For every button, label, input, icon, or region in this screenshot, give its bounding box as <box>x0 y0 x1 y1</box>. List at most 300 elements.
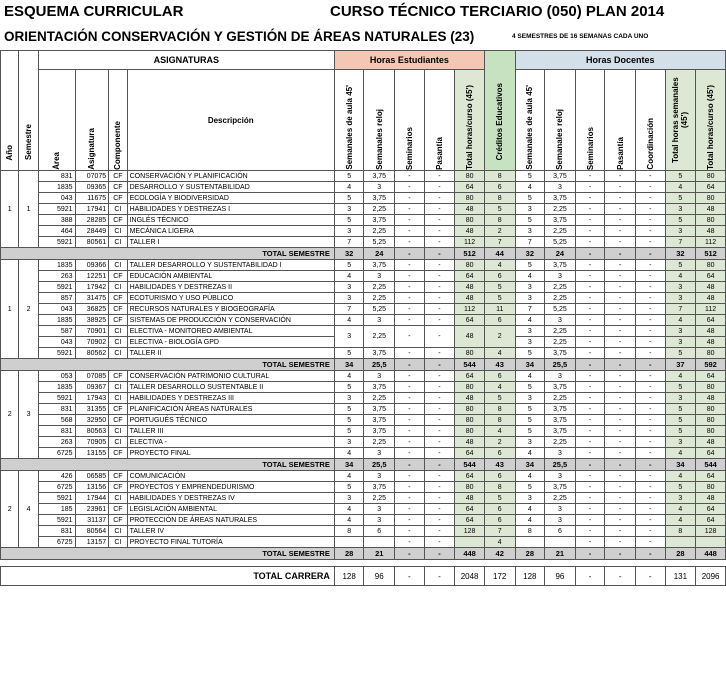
cell-doc: - <box>575 282 605 293</box>
col-est-2: Seminarios <box>395 70 425 171</box>
total-doc: 34 <box>515 459 545 471</box>
cell-creditos: 6 <box>484 515 515 526</box>
cell-area: 831 <box>38 404 75 415</box>
cell-est: - <box>424 404 455 415</box>
cell-componente: CI <box>109 204 127 215</box>
cell-doc: - <box>635 326 665 337</box>
cell-est: 2,25 <box>364 326 395 348</box>
table-row <box>1 482 726 493</box>
cell-est: 112 <box>455 237 485 248</box>
cell-est: 3,75 <box>364 404 395 415</box>
cell-creditos: 2 <box>484 226 515 237</box>
cell-doc: 2,25 <box>545 393 576 404</box>
cell-componente: CI <box>109 326 127 337</box>
cell-doc: 5 <box>515 404 545 415</box>
cell-creditos: 7 <box>484 526 515 537</box>
cell-est: 48 <box>455 493 485 504</box>
spacer <box>1 560 726 567</box>
cell-est: - <box>424 293 455 304</box>
total-doc: 32 <box>665 248 696 260</box>
cell-est: - <box>424 526 455 537</box>
cell-doc: - <box>605 304 636 315</box>
cell-area: 5921 <box>38 515 75 526</box>
table-row <box>1 171 726 182</box>
cell-doc: 3 <box>665 204 696 215</box>
cell-doc: - <box>575 326 605 337</box>
cell-componente: CF <box>109 504 127 515</box>
cell-est: 8 <box>334 526 364 537</box>
table-row <box>1 515 726 526</box>
total-est: 34 <box>334 459 364 471</box>
cell-est: 4 <box>334 504 364 515</box>
cell-est: 80 <box>455 348 485 359</box>
cell-doc: 48 <box>696 293 726 304</box>
cell-est: - <box>424 471 455 482</box>
total-semestre-row <box>1 459 726 471</box>
cell-est: - <box>395 215 425 226</box>
cell-doc: 48 <box>696 437 726 448</box>
total-doc: 21 <box>545 548 576 560</box>
cell-doc: - <box>605 215 636 226</box>
cell-componente: CF <box>109 515 127 526</box>
cell-creditos: 7 <box>484 237 515 248</box>
cell-creditos: 4 <box>484 348 515 359</box>
cell-asignatura: 07085 <box>75 371 109 382</box>
col-doc-5: Total horas semanales (45') <box>665 70 696 171</box>
cell-creditos: 4 <box>484 426 515 437</box>
col-area: Área <box>38 70 75 171</box>
cell-doc: 3,75 <box>545 426 576 437</box>
cell-doc: - <box>635 493 665 504</box>
header-creditos: Créditos Educativos <box>484 51 515 171</box>
cell-componente: CI <box>109 237 127 248</box>
cell-creditos: 6 <box>484 504 515 515</box>
total-est: 512 <box>455 248 485 260</box>
cell-descripcion: CONSERVACIÓN Y PLANIFICACIÓN <box>127 171 334 182</box>
carrera-doc: - <box>635 567 665 586</box>
table-row <box>1 293 726 304</box>
cell-doc: - <box>605 237 636 248</box>
table-row <box>1 437 726 448</box>
cell-doc: 7 <box>665 237 696 248</box>
cell-descripcion: ECOTURISMO Y USO PÚBLICO <box>127 293 334 304</box>
cell-doc: - <box>575 404 605 415</box>
cell-asignatura: 09366 <box>75 260 109 271</box>
cell-doc: 5 <box>665 415 696 426</box>
table-row <box>1 304 726 315</box>
table-row <box>1 504 726 515</box>
total-est: - <box>395 359 425 371</box>
cell-est: - <box>395 526 425 537</box>
cell-creditos: 5 <box>484 493 515 504</box>
cell-asignatura: 17944 <box>75 493 109 504</box>
cell-doc: 80 <box>696 348 726 359</box>
cell-componente: CI <box>109 260 127 271</box>
cell-asignatura: 80564 <box>75 526 109 537</box>
cell-doc: 5 <box>665 482 696 493</box>
cell-descripcion: RECURSOS NATURALES Y BIOGEOGRAFÍA <box>127 304 334 315</box>
cell-doc: - <box>635 271 665 282</box>
cell-est: 3 <box>334 437 364 448</box>
cell-doc: - <box>605 293 636 304</box>
cell-asignatura: 32950 <box>75 415 109 426</box>
cell-doc: 3 <box>515 293 545 304</box>
cell-area: 831 <box>38 526 75 537</box>
cell-asignatura: 09367 <box>75 382 109 393</box>
cell-area: 263 <box>38 437 75 448</box>
cell-est: 3,75 <box>364 260 395 271</box>
cell-descripcion: SISTEMAS DE PRODUCCIÓN Y CONSERVACIÓN <box>127 315 334 326</box>
cell-doc: 3 <box>515 337 545 348</box>
cell-doc: - <box>635 282 665 293</box>
cell-doc: 6 <box>545 526 576 537</box>
cell-doc: 2,25 <box>545 293 576 304</box>
cell-est: - <box>395 393 425 404</box>
cell-doc: - <box>575 526 605 537</box>
cell-componente: CI <box>109 537 127 548</box>
total-creditos: 42 <box>484 548 515 560</box>
table-row <box>1 282 726 293</box>
total-creditos: 43 <box>484 459 515 471</box>
cell-componente: CF <box>109 293 127 304</box>
cell-doc: 3 <box>665 326 696 337</box>
cell-doc: 5 <box>515 193 545 204</box>
cell-doc: - <box>605 393 636 404</box>
cell-est: 64 <box>455 371 485 382</box>
cell-est <box>364 537 395 548</box>
cell-est: 64 <box>455 448 485 459</box>
cell-componente: CF <box>109 371 127 382</box>
total-doc: 512 <box>696 248 726 260</box>
cell-doc: 3 <box>545 515 576 526</box>
cell-area: 053 <box>38 371 75 382</box>
cell-doc: 5 <box>665 215 696 226</box>
cell-doc: - <box>605 426 636 437</box>
cell-doc: 5 <box>515 482 545 493</box>
cell-asignatura: 28449 <box>75 226 109 237</box>
cell-est: - <box>424 315 455 326</box>
cell-doc: - <box>635 504 665 515</box>
table-row <box>1 404 726 415</box>
cell-est: 5 <box>334 415 364 426</box>
cell-area: 1835 <box>38 315 75 326</box>
cell-doc: - <box>605 271 636 282</box>
cell-ano: 2 <box>1 471 19 548</box>
cell-doc: 3 <box>515 393 545 404</box>
cell-doc: - <box>575 215 605 226</box>
cell-est: 4 <box>334 271 364 282</box>
col-descripcion: Descripción <box>127 70 334 171</box>
cell-semestre: 2 <box>19 260 38 359</box>
cell-asignatura: 28285 <box>75 215 109 226</box>
cell-est: 2,25 <box>364 393 395 404</box>
total-semestre-label: TOTAL SEMESTRE <box>1 248 335 260</box>
total-doc: 28 <box>665 548 696 560</box>
cell-doc: 5 <box>665 193 696 204</box>
total-doc: 25,5 <box>545 459 576 471</box>
cell-doc: 3 <box>515 437 545 448</box>
cell-doc: 128 <box>696 526 726 537</box>
cell-semestre: 4 <box>19 471 38 548</box>
cell-doc: - <box>575 226 605 237</box>
cell-descripcion: TALLER IV <box>127 526 334 537</box>
cell-doc: 3 <box>665 437 696 448</box>
cell-componente: CI <box>109 493 127 504</box>
cell-est: - <box>424 515 455 526</box>
cell-descripcion: TALLER I <box>127 237 334 248</box>
cell-area: 568 <box>38 415 75 426</box>
cell-doc: 3 <box>545 471 576 482</box>
cell-descripcion: PROYECTO FINAL TUTORÍA <box>127 537 334 548</box>
cell-asignatura: 38925 <box>75 315 109 326</box>
cell-doc: 5,25 <box>545 304 576 315</box>
cell-est: 64 <box>455 471 485 482</box>
cell-doc: 80 <box>696 415 726 426</box>
cell-doc: 3,75 <box>545 260 576 271</box>
cell-doc: - <box>635 448 665 459</box>
total-doc: - <box>575 459 605 471</box>
cell-creditos: 6 <box>484 315 515 326</box>
cell-est: 80 <box>455 482 485 493</box>
cell-est: - <box>395 315 425 326</box>
cell-doc: 3 <box>665 393 696 404</box>
cell-descripcion: PORTUGUÉS TÉCNICO <box>127 415 334 426</box>
cell-est: 48 <box>455 226 485 237</box>
cell-doc: - <box>635 515 665 526</box>
curriculum-table <box>0 50 726 586</box>
cell-area: 5921 <box>38 237 75 248</box>
table-row <box>1 226 726 237</box>
cell-est: - <box>395 415 425 426</box>
cell-est: - <box>395 348 425 359</box>
cell-creditos: 6 <box>484 271 515 282</box>
title-semestres: 4 SEMESTRES DE 16 SEMANAS CADA UNO <box>512 33 649 40</box>
total-semestre-label: TOTAL SEMESTRE <box>1 359 335 371</box>
cell-creditos: 8 <box>484 482 515 493</box>
cell-doc <box>696 537 726 548</box>
cell-doc: 3 <box>545 315 576 326</box>
cell-est: - <box>424 382 455 393</box>
cell-doc: 3 <box>545 182 576 193</box>
cell-est: - <box>395 404 425 415</box>
cell-area: 043 <box>38 337 75 348</box>
cell-est: 3,75 <box>364 482 395 493</box>
header-asignaturas: ASIGNATURAS <box>38 51 334 70</box>
cell-descripcion: LEGISLACIÓN AMBIENTAL <box>127 504 334 515</box>
cell-asignatura: 13156 <box>75 482 109 493</box>
cell-descripcion: EDUCACIÓN AMBIENTAL <box>127 271 334 282</box>
cell-est: 3 <box>364 271 395 282</box>
cell-doc: 7 <box>515 304 545 315</box>
cell-est: 5 <box>334 426 364 437</box>
cell-est: 3 <box>334 493 364 504</box>
cell-asignatura: 70905 <box>75 437 109 448</box>
header-horas-estudiantes: Horas Estudiantes <box>334 51 484 70</box>
cell-doc: - <box>605 415 636 426</box>
table-row <box>1 215 726 226</box>
cell-doc: - <box>635 393 665 404</box>
cell-doc: - <box>575 371 605 382</box>
total-est: 21 <box>364 548 395 560</box>
cell-doc: - <box>605 526 636 537</box>
cell-doc: - <box>605 260 636 271</box>
table-row <box>1 326 726 337</box>
cell-doc: 80 <box>696 171 726 182</box>
cell-area: 426 <box>38 471 75 482</box>
total-doc: - <box>575 548 605 560</box>
cell-est: - <box>424 282 455 293</box>
cell-est: - <box>424 537 455 548</box>
cell-doc: 3 <box>665 337 696 348</box>
cell-est: - <box>424 260 455 271</box>
table-row <box>1 493 726 504</box>
cell-est: 2,25 <box>364 437 395 448</box>
cell-doc: 4 <box>515 271 545 282</box>
total-doc: 34 <box>515 359 545 371</box>
cell-area: 5921 <box>38 348 75 359</box>
cell-asignatura: 31137 <box>75 515 109 526</box>
cell-doc: 64 <box>696 448 726 459</box>
cell-est: - <box>424 215 455 226</box>
cell-est: 5 <box>334 348 364 359</box>
cell-doc: 80 <box>696 260 726 271</box>
total-est: 448 <box>455 548 485 560</box>
cell-est: - <box>395 326 425 348</box>
cell-creditos: 2 <box>484 326 515 348</box>
cell-est: 2,25 <box>364 293 395 304</box>
cell-doc: - <box>635 237 665 248</box>
cell-est: - <box>424 415 455 426</box>
cell-est: - <box>424 237 455 248</box>
cell-doc: 64 <box>696 371 726 382</box>
table-row <box>1 382 726 393</box>
cell-descripcion: PROYECTOS Y EMPRENDEDURISMO <box>127 482 334 493</box>
cell-doc: 4 <box>515 471 545 482</box>
total-doc: - <box>635 248 665 260</box>
cell-doc: - <box>605 204 636 215</box>
cell-area: 5921 <box>38 282 75 293</box>
col-doc-4: Coordinación <box>635 70 665 171</box>
cell-doc: 48 <box>696 326 726 337</box>
cell-doc: - <box>635 371 665 382</box>
carrera-doc: 128 <box>515 567 545 586</box>
cell-doc <box>665 537 696 548</box>
col-ano: Año <box>1 51 19 171</box>
cell-doc: - <box>575 415 605 426</box>
cell-est: 48 <box>455 437 485 448</box>
cell-est: - <box>395 371 425 382</box>
cell-doc: 3,75 <box>545 404 576 415</box>
cell-doc: 3,75 <box>545 171 576 182</box>
cell-area: 1835 <box>38 260 75 271</box>
cell-est: 3 <box>364 371 395 382</box>
cell-descripcion: HABILIDADES Y DESTREZAS III <box>127 393 334 404</box>
cell-doc: - <box>605 348 636 359</box>
cell-est: 3,75 <box>364 171 395 182</box>
cell-est: - <box>424 271 455 282</box>
cell-est: - <box>424 226 455 237</box>
cell-est: 3 <box>334 293 364 304</box>
cell-doc: 5 <box>515 426 545 437</box>
cell-doc: - <box>605 437 636 448</box>
cell-descripcion: TALLER DESARROLLO SUSTENTABLE II <box>127 382 334 393</box>
cell-doc: 2,25 <box>545 282 576 293</box>
cell-creditos: 5 <box>484 293 515 304</box>
cell-doc: 80 <box>696 215 726 226</box>
cell-asignatura: 09365 <box>75 182 109 193</box>
cell-doc: - <box>635 471 665 482</box>
cell-area: 1835 <box>38 382 75 393</box>
cell-area: 043 <box>38 304 75 315</box>
total-est: - <box>395 248 425 260</box>
cell-est: 4 <box>334 315 364 326</box>
carrera-doc: 2096 <box>696 567 726 586</box>
total-doc: - <box>635 459 665 471</box>
col-est-0: Semanales de aula 45' <box>334 70 364 171</box>
cell-est: 6 <box>364 526 395 537</box>
cell-est: - <box>424 482 455 493</box>
cell-est: 48 <box>455 326 485 348</box>
cell-doc <box>515 537 545 548</box>
cell-doc: 64 <box>696 515 726 526</box>
cell-doc: 4 <box>665 315 696 326</box>
col-est-1: Semanales reloj <box>364 70 395 171</box>
cell-area: 263 <box>38 271 75 282</box>
cell-est: 3,75 <box>364 382 395 393</box>
total-semestre-row <box>1 548 726 560</box>
cell-doc: - <box>605 504 636 515</box>
cell-est: 3 <box>364 504 395 515</box>
cell-doc: 7 <box>515 237 545 248</box>
cell-doc: 4 <box>515 504 545 515</box>
cell-est: - <box>395 226 425 237</box>
cell-area: 5921 <box>38 393 75 404</box>
cell-doc: - <box>575 426 605 437</box>
cell-doc: 3 <box>665 493 696 504</box>
cell-doc: 2,25 <box>545 337 576 348</box>
cell-ano: 2 <box>1 371 19 459</box>
cell-descripcion: TALLER III <box>127 426 334 437</box>
cell-doc: 4 <box>665 448 696 459</box>
cell-doc: - <box>575 471 605 482</box>
total-est: - <box>424 548 455 560</box>
cell-doc: 3 <box>545 271 576 282</box>
cell-doc: 48 <box>696 226 726 237</box>
cell-doc: - <box>605 315 636 326</box>
cell-est: 80 <box>455 426 485 437</box>
cell-doc: 5 <box>515 415 545 426</box>
cell-doc: 4 <box>515 371 545 382</box>
table-row <box>1 315 726 326</box>
total-est: 32 <box>334 248 364 260</box>
table-row <box>1 393 726 404</box>
total-doc: - <box>605 248 636 260</box>
table-row <box>1 348 726 359</box>
cell-est: 5 <box>334 193 364 204</box>
table-row <box>1 448 726 459</box>
cell-doc: 3,75 <box>545 382 576 393</box>
table-row <box>1 260 726 271</box>
total-est: - <box>424 248 455 260</box>
cell-doc: 4 <box>515 315 545 326</box>
cell-est: 5 <box>334 260 364 271</box>
cell-asignatura: 07075 <box>75 171 109 182</box>
total-doc: 592 <box>696 359 726 371</box>
total-creditos: 43 <box>484 359 515 371</box>
cell-est: - <box>424 171 455 182</box>
cell-creditos: 4 <box>484 537 515 548</box>
cell-doc: 80 <box>696 382 726 393</box>
